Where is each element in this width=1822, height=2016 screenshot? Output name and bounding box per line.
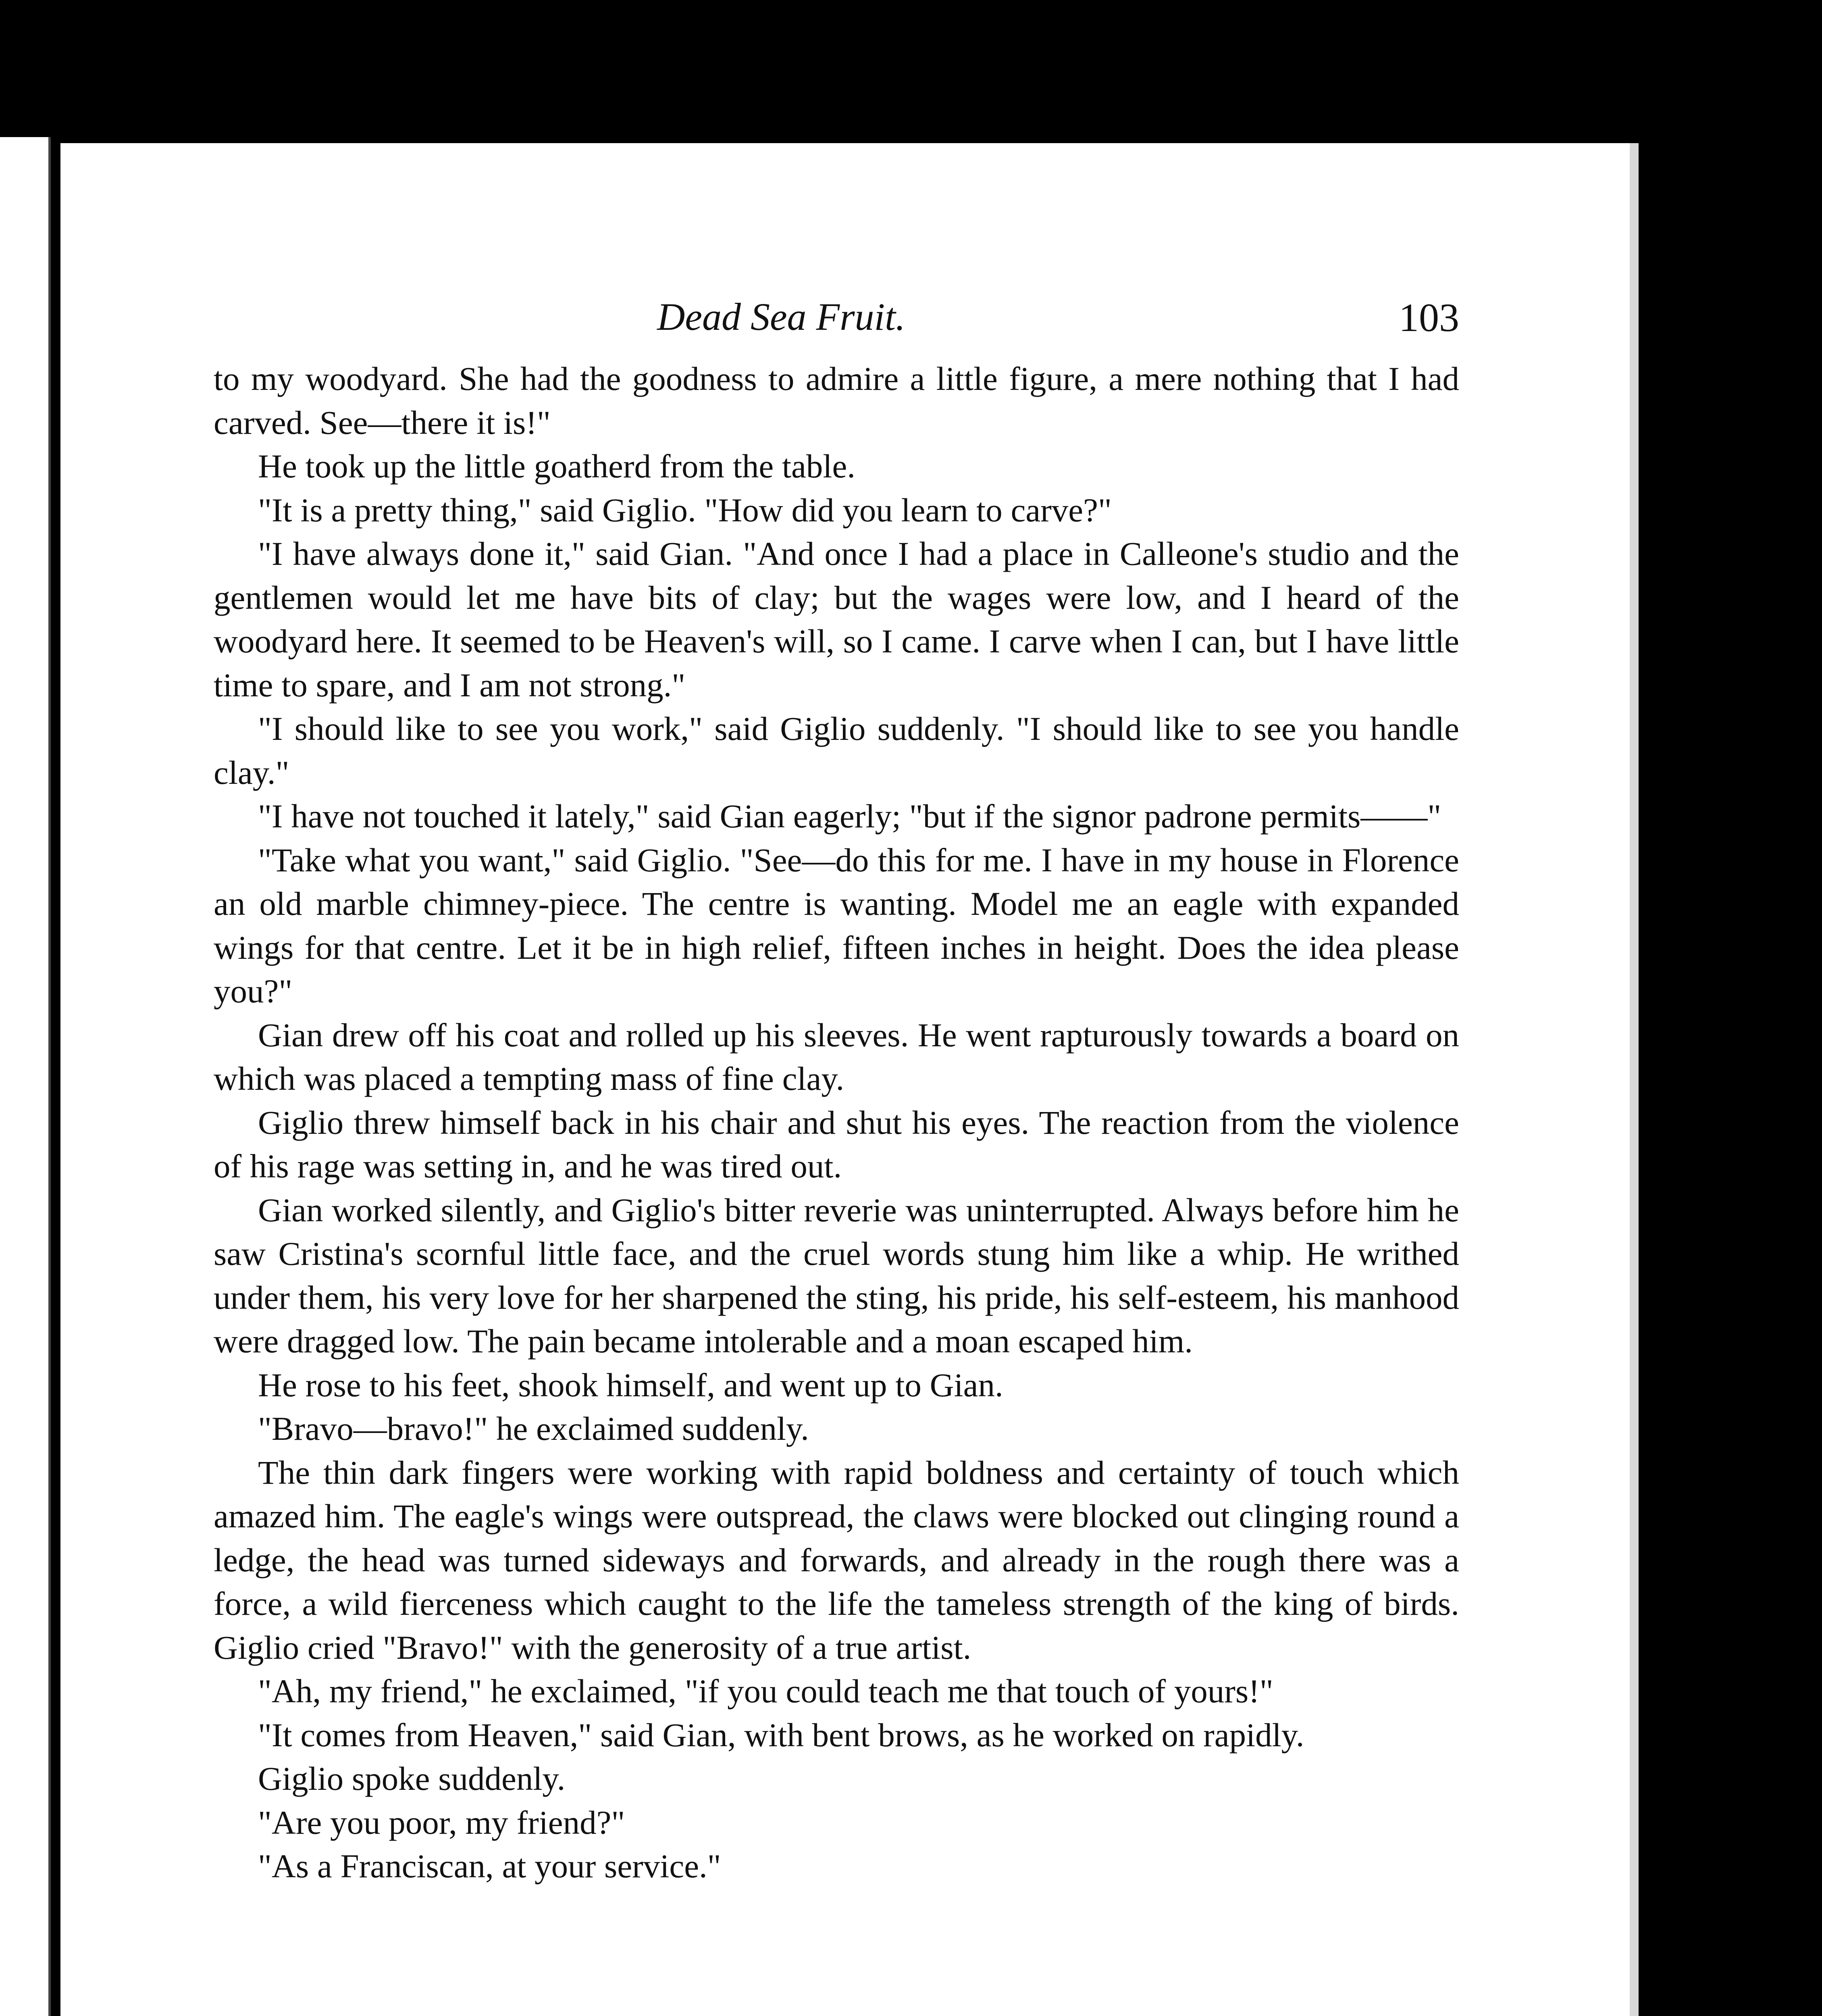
paragraph: He took up the little goatherd from the table. bbox=[258, 448, 856, 485]
paragraph: Giglio spoke suddenly. bbox=[258, 1760, 566, 1797]
paragraph: "Are you poor, my friend?" bbox=[258, 1804, 625, 1841]
page-edge-shadow bbox=[1630, 143, 1639, 2016]
book-page bbox=[60, 143, 1639, 2016]
paragraph: "Take what you want," said Giglio. "See—do this for me. I have in my house in Florence an old marble chimney-piece. The centre is wanting. Model me an eagle with expanded wings for that centre. Let it be in high relief, fifteen inches in height. Does the idea please you?" bbox=[214, 841, 1459, 1010]
running-title: Dead Sea Fruit. bbox=[657, 295, 905, 338]
paragraph: "It comes from Heaven," said Gian, with bent brows, as he worked on rapidly. bbox=[258, 1716, 1304, 1754]
body-text bbox=[214, 357, 1459, 1888]
paragraph: "As a Franciscan, at your service." bbox=[258, 1847, 721, 1885]
paragraph: He rose to his feet, shook himself, and went up to Gian. bbox=[258, 1366, 1003, 1404]
paragraph: "I should like to see you work," said Giglio suddenly. "I should like to see you handle clay." bbox=[214, 710, 1459, 791]
paragraph: Gian worked silently, and Giglio's bitter reverie was uninterrupted. Always before him he saw Cristina's scornful little face, and the cruel words stung him like a whip. He writhed under them, his very love for her sharpened the sting, his pride, his self-esteem, his manhood were dragged low. The pain became intolerable and a moan escaped him. bbox=[214, 1191, 1459, 1360]
running-header bbox=[60, 294, 1459, 359]
paragraph: The thin dark fingers were working with rapid boldness and certainty of touch which amazed him. The eagle's wings were outspread, the claws were blocked out clinging round a ledge, the head was turned sideways and forwards, and already in the rough there was a force, a wild fierceness which caught to the life the tameless strength of the king of birds. Giglio cried "Bravo!" with the generosity of a true artist. bbox=[214, 1454, 1459, 1666]
paragraph: "Ah, my friend," he exclaimed, "if you could teach me that touch of yours!" bbox=[258, 1672, 1273, 1710]
facing-page-edge bbox=[0, 137, 51, 2016]
paragraph: "I have not touched it lately," said Gian eagerly; "but if the signor padrone permits——" bbox=[258, 798, 1441, 835]
page-number: 103 bbox=[1399, 295, 1459, 340]
paragraph: Gian drew off his coat and rolled up his sleeves. He went rapturously towards a board on which was placed a tempting mass of fine clay. bbox=[214, 1016, 1459, 1097]
paragraph: "I have always done it," said Gian. "And once I had a place in Calleone's studio and the gentlemen would let me have bits of clay; but the wages were low, and I heard of the woodyard here. It seemed to be Heaven's will, so I came. I carve when I can, but I have little time to spare, and I am not strong." bbox=[214, 535, 1459, 704]
paragraph: to my woodyard. She had the goodness to admire a little figure, a mere nothing that I had carved. See—there it is!" bbox=[214, 360, 1459, 441]
paragraph: "It is a pretty thing," said Giglio. "How did you learn to carve?" bbox=[258, 491, 1112, 529]
paragraph: Giglio threw himself back in his chair and shut his eyes. The reaction from the violence of his rage was setting in, and he was tired out. bbox=[214, 1104, 1459, 1185]
paragraph: "Bravo—bravo!" he exclaimed suddenly. bbox=[258, 1410, 809, 1447]
